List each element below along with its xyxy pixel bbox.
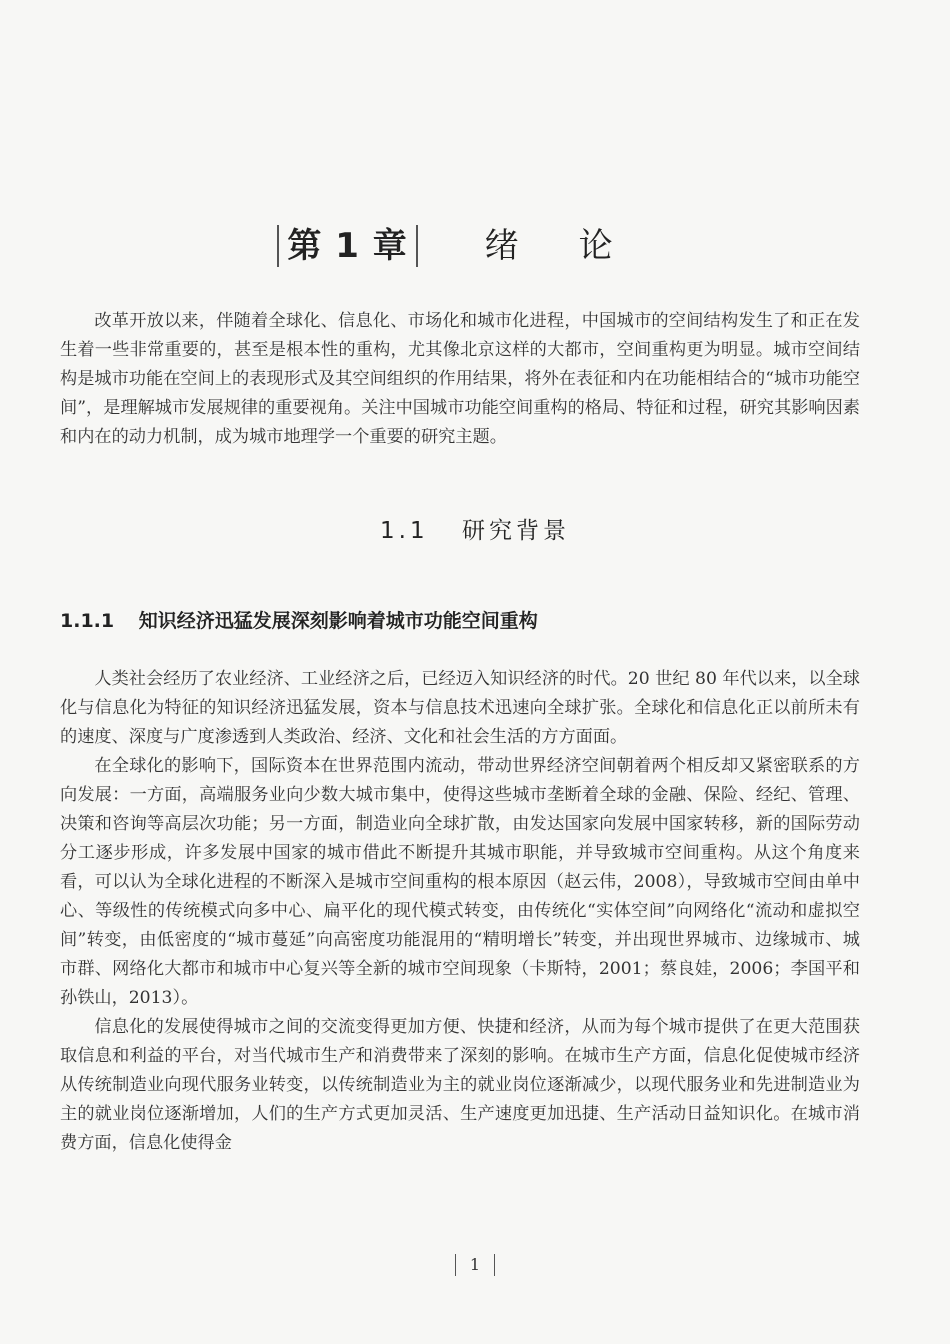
chapter-title <box>0 218 950 267</box>
subsection-title: 知识经济迅猛发展深刻影响着城市功能空间重构 <box>138 610 538 632</box>
intro-text <box>60 307 860 452</box>
page-number <box>0 1254 950 1276</box>
paragraph: 人类社会经历了农业经济、工业经济之后，已经迈入知识经济的时代。20 世纪 80 年代以来，以全球化与信息化为特征的知识经济迅猛发展，资本与信息技术迅速向全球扩张。全球化和信息化正以前所未有的速度、深度与广度渗透到人类政治、经济、文化和社会生活的方方面面。 <box>60 669 860 747</box>
subsection-heading <box>60 606 860 633</box>
main-text <box>60 665 860 1158</box>
chapter-name: 绪论 <box>484 226 673 266</box>
section-title: 研究背景 <box>461 518 570 544</box>
section-number: 1.1 <box>380 518 429 544</box>
paragraph: 信息化的发展使得城市之间的交流变得更加方便、快捷和经济，从而为每个城市提供了在更大范围获取信息和利益的平台，对当代城市生产和消费带来了深刻的影响。在城市生产方面，信息化促使城市经济从传统制造业向现代服务业转变，以传统制造业为主的就业岗位逐渐减少，以现代服务业和先进制造业为主的就业岗位逐渐增加，人们的生产方式更加灵活、生产速度更加迅捷、生产活动日益知识化。在城市消费方面，信息化使得金 <box>60 1017 860 1153</box>
chapter-label: 第 1 章 <box>277 225 417 267</box>
page-number-value: 1 <box>455 1254 495 1276</box>
section-heading <box>0 512 950 545</box>
subsection-number: 1.1.1 <box>60 610 115 632</box>
intro-paragraph: 改革开放以来，伴随着全球化、信息化、市场化和城市化进程，中国城市的空间结构发生了和正在发生着一些非常重要的，甚至是根本性的重构，尤其像北京这样的大都市，空间重构更为明显。城市空间结构是城市功能在空间上的表现形式及其空间组织的作用结果，将外在表征和内在功能相结合的“城市功能空间”，是理解城市发展规律的重要视角。关注中国城市功能空间重构的格局、特征和过程，研究其影响因素和内在的动力机制，成为城市地理学一个重要的研究主题。 <box>60 311 860 447</box>
paragraph: 在全球化的影响下，国际资本在世界范围内流动，带动世界经济空间朝着两个相反却又紧密联系的方向发展：一方面，高端服务业向少数大城市集中，使得这些城市垄断着全球的金融、保险、经纪、管理、决策和咨询等高层次功能；另一方面，制造业向全球扩散，由发达国家向发展中国家转移，新的国际劳动分工逐步形成，许多发展中国家的城市借此不断提升其城市职能，并导致城市空间重构。从这个角度来看，可以认为全球化进程的不断深入是城市空间重构的根本原因（赵云伟，2008），导致城市空间由单中心、等级性的传统模式向多中心、扁平化的现代模式转变，由传统化“实体空间”向网络化“流动和虚拟空间”转变，由低密度的“城市蔓延”向高密度功能混用的“精明增长”转变，并出现世界城市、边缘城市、城市群、网络化大都市和城市中心复兴等全新的城市空间现象（卡斯特，2001；蔡良娃，2006；李国平和孙铁山，2013）。 <box>60 756 860 1008</box>
